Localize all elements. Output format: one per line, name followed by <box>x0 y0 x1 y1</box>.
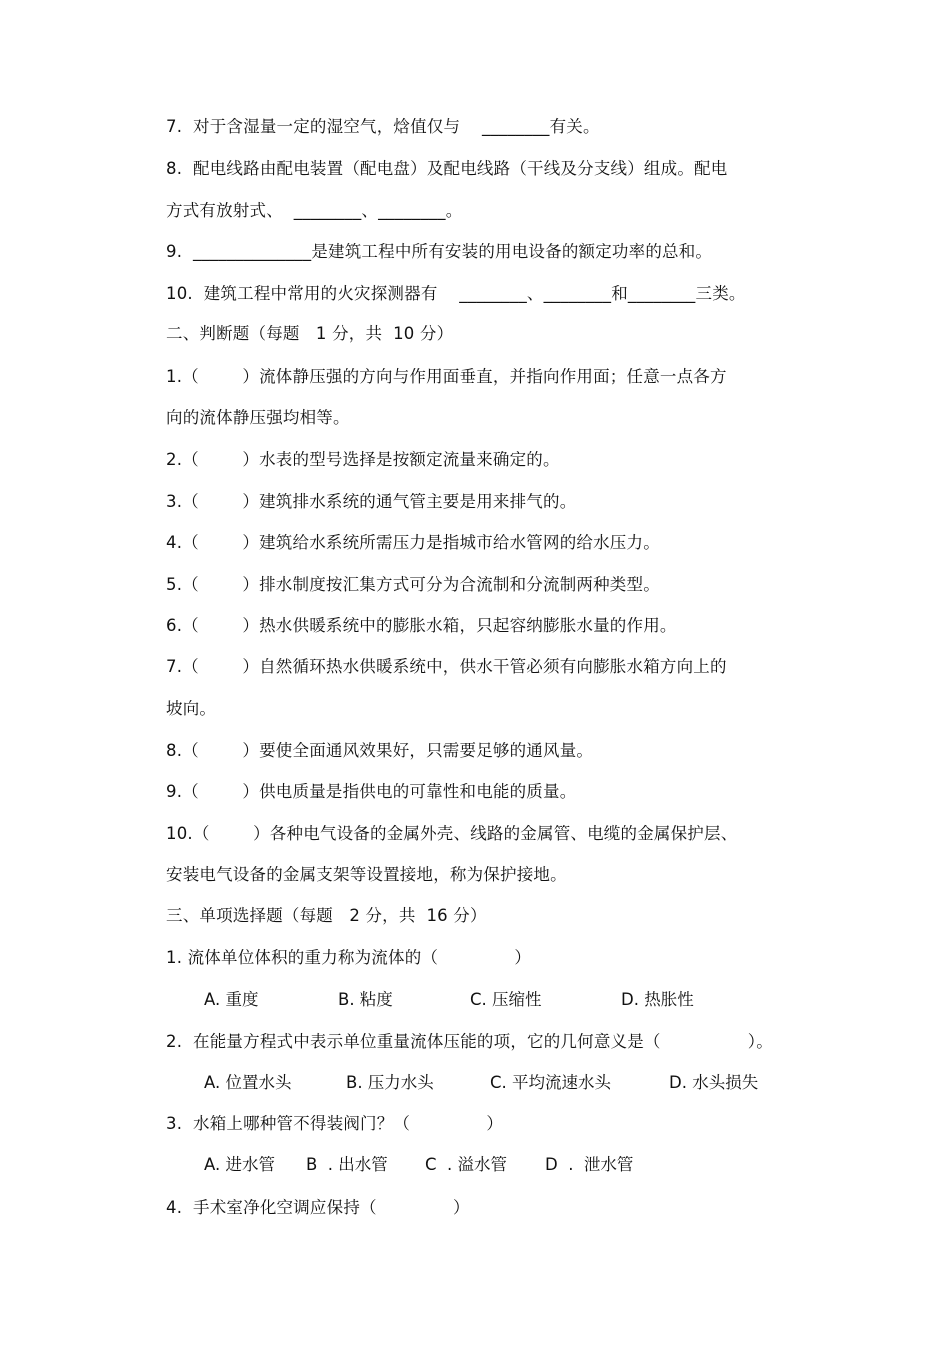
fill-question-8-line1: 8. 配电线路由配电装置（配电盘）及配电线路（干线及分支线）组成。配电 <box>166 159 728 178</box>
mc-q1-option-d: D. 热胀性 <box>621 990 694 1009</box>
mc-question-4: 4. 手术室净化空调应保持（ ） <box>166 1198 470 1217</box>
tf-question-4: 4.（ ）建筑给水系统所需压力是指城市给水管网的给水压力。 <box>166 533 660 552</box>
mc-question-1: 1. 流体单位体积的重力称为流体的（ ） <box>166 948 532 967</box>
tf-question-6: 6.（ ）热水供暖系统中的膨胀水箱，只起容纳膨胀水量的作用。 <box>166 616 677 635</box>
mc-q3-option-b: B . 出水管 <box>306 1155 388 1174</box>
mc-q3-option-c: C . 溢水管 <box>425 1155 508 1174</box>
mc-question-2: 2. 在能量方程式中表示单位重量流体压能的项，它的几何意义是（ ）。 <box>166 1032 773 1051</box>
mc-q1-option-c: C. 压缩性 <box>470 990 542 1009</box>
fill-question-10: 10. 建筑工程中常用的火灾探测器有 ________、________和________三类。 <box>166 284 746 303</box>
mc-q2-option-d: D. 水头损失 <box>669 1073 759 1092</box>
section-heading-true-false: 二、判断题（每题 1 分，共 10 分） <box>166 324 454 343</box>
mc-q2-option-c: C. 平均流速水头 <box>490 1073 612 1092</box>
tf-question-3: 3.（ ）建筑排水系统的通气管主要是用来排气的。 <box>166 492 577 511</box>
fill-question-8-line2: 方式有放射式、 ________、________。 <box>166 201 463 220</box>
tf-question-10-line1: 10.（ ）各种电气设备的金属外壳、线路的金属管、电缆的金属保护层、 <box>166 824 738 843</box>
tf-question-5: 5.（ ）排水制度按汇集方式可分为合流制和分流制两种类型。 <box>166 575 660 594</box>
tf-question-7-line1: 7.（ ）自然循环热水供暖系统中，供水干管必须有向膨胀水箱方向上的 <box>166 657 727 676</box>
tf-question-7-line2: 坡向。 <box>166 699 217 718</box>
mc-q2-option-a: A. 位置水头 <box>204 1073 292 1092</box>
section-heading-multiple-choice: 三、单项选择题（每题 2 分，共 16 分） <box>166 906 487 925</box>
mc-question-3: 3. 水箱上哪种管不得装阀门？（ ） <box>166 1114 504 1133</box>
tf-question-1-line2: 向的流体静压强均相等。 <box>166 408 350 427</box>
fill-question-7: 7. 对于含湿量一定的湿空气，焓值仅与 ________有关。 <box>166 117 600 136</box>
tf-question-8: 8.（ ）要使全面通风效果好，只需要足够的通风量。 <box>166 741 594 760</box>
fill-question-9: 9. ______________是建筑工程中所有安装的用电设备的额定功率的总和。 <box>166 242 713 261</box>
mc-q1-option-b: B. 粘度 <box>338 990 393 1009</box>
mc-q1-option-a: A. 重度 <box>204 990 259 1009</box>
tf-question-10-line2: 安装电气设备的金属支架等设置接地，称为保护接地。 <box>166 865 567 884</box>
mc-q3-option-d: D . 泄水管 <box>545 1155 634 1174</box>
tf-question-1-line1: 1.（ ）流体静压强的方向与作用面垂直，并指向作用面；任意一点各方 <box>166 367 727 386</box>
tf-question-9: 9.（ ）供电质量是指供电的可靠性和电能的质量。 <box>166 782 577 801</box>
tf-question-2: 2.（ ）水表的型号选择是按额定流量来确定的。 <box>166 450 560 469</box>
mc-q2-option-b: B. 压力水头 <box>346 1073 434 1092</box>
mc-q3-option-a: A. 进水管 <box>204 1155 275 1174</box>
